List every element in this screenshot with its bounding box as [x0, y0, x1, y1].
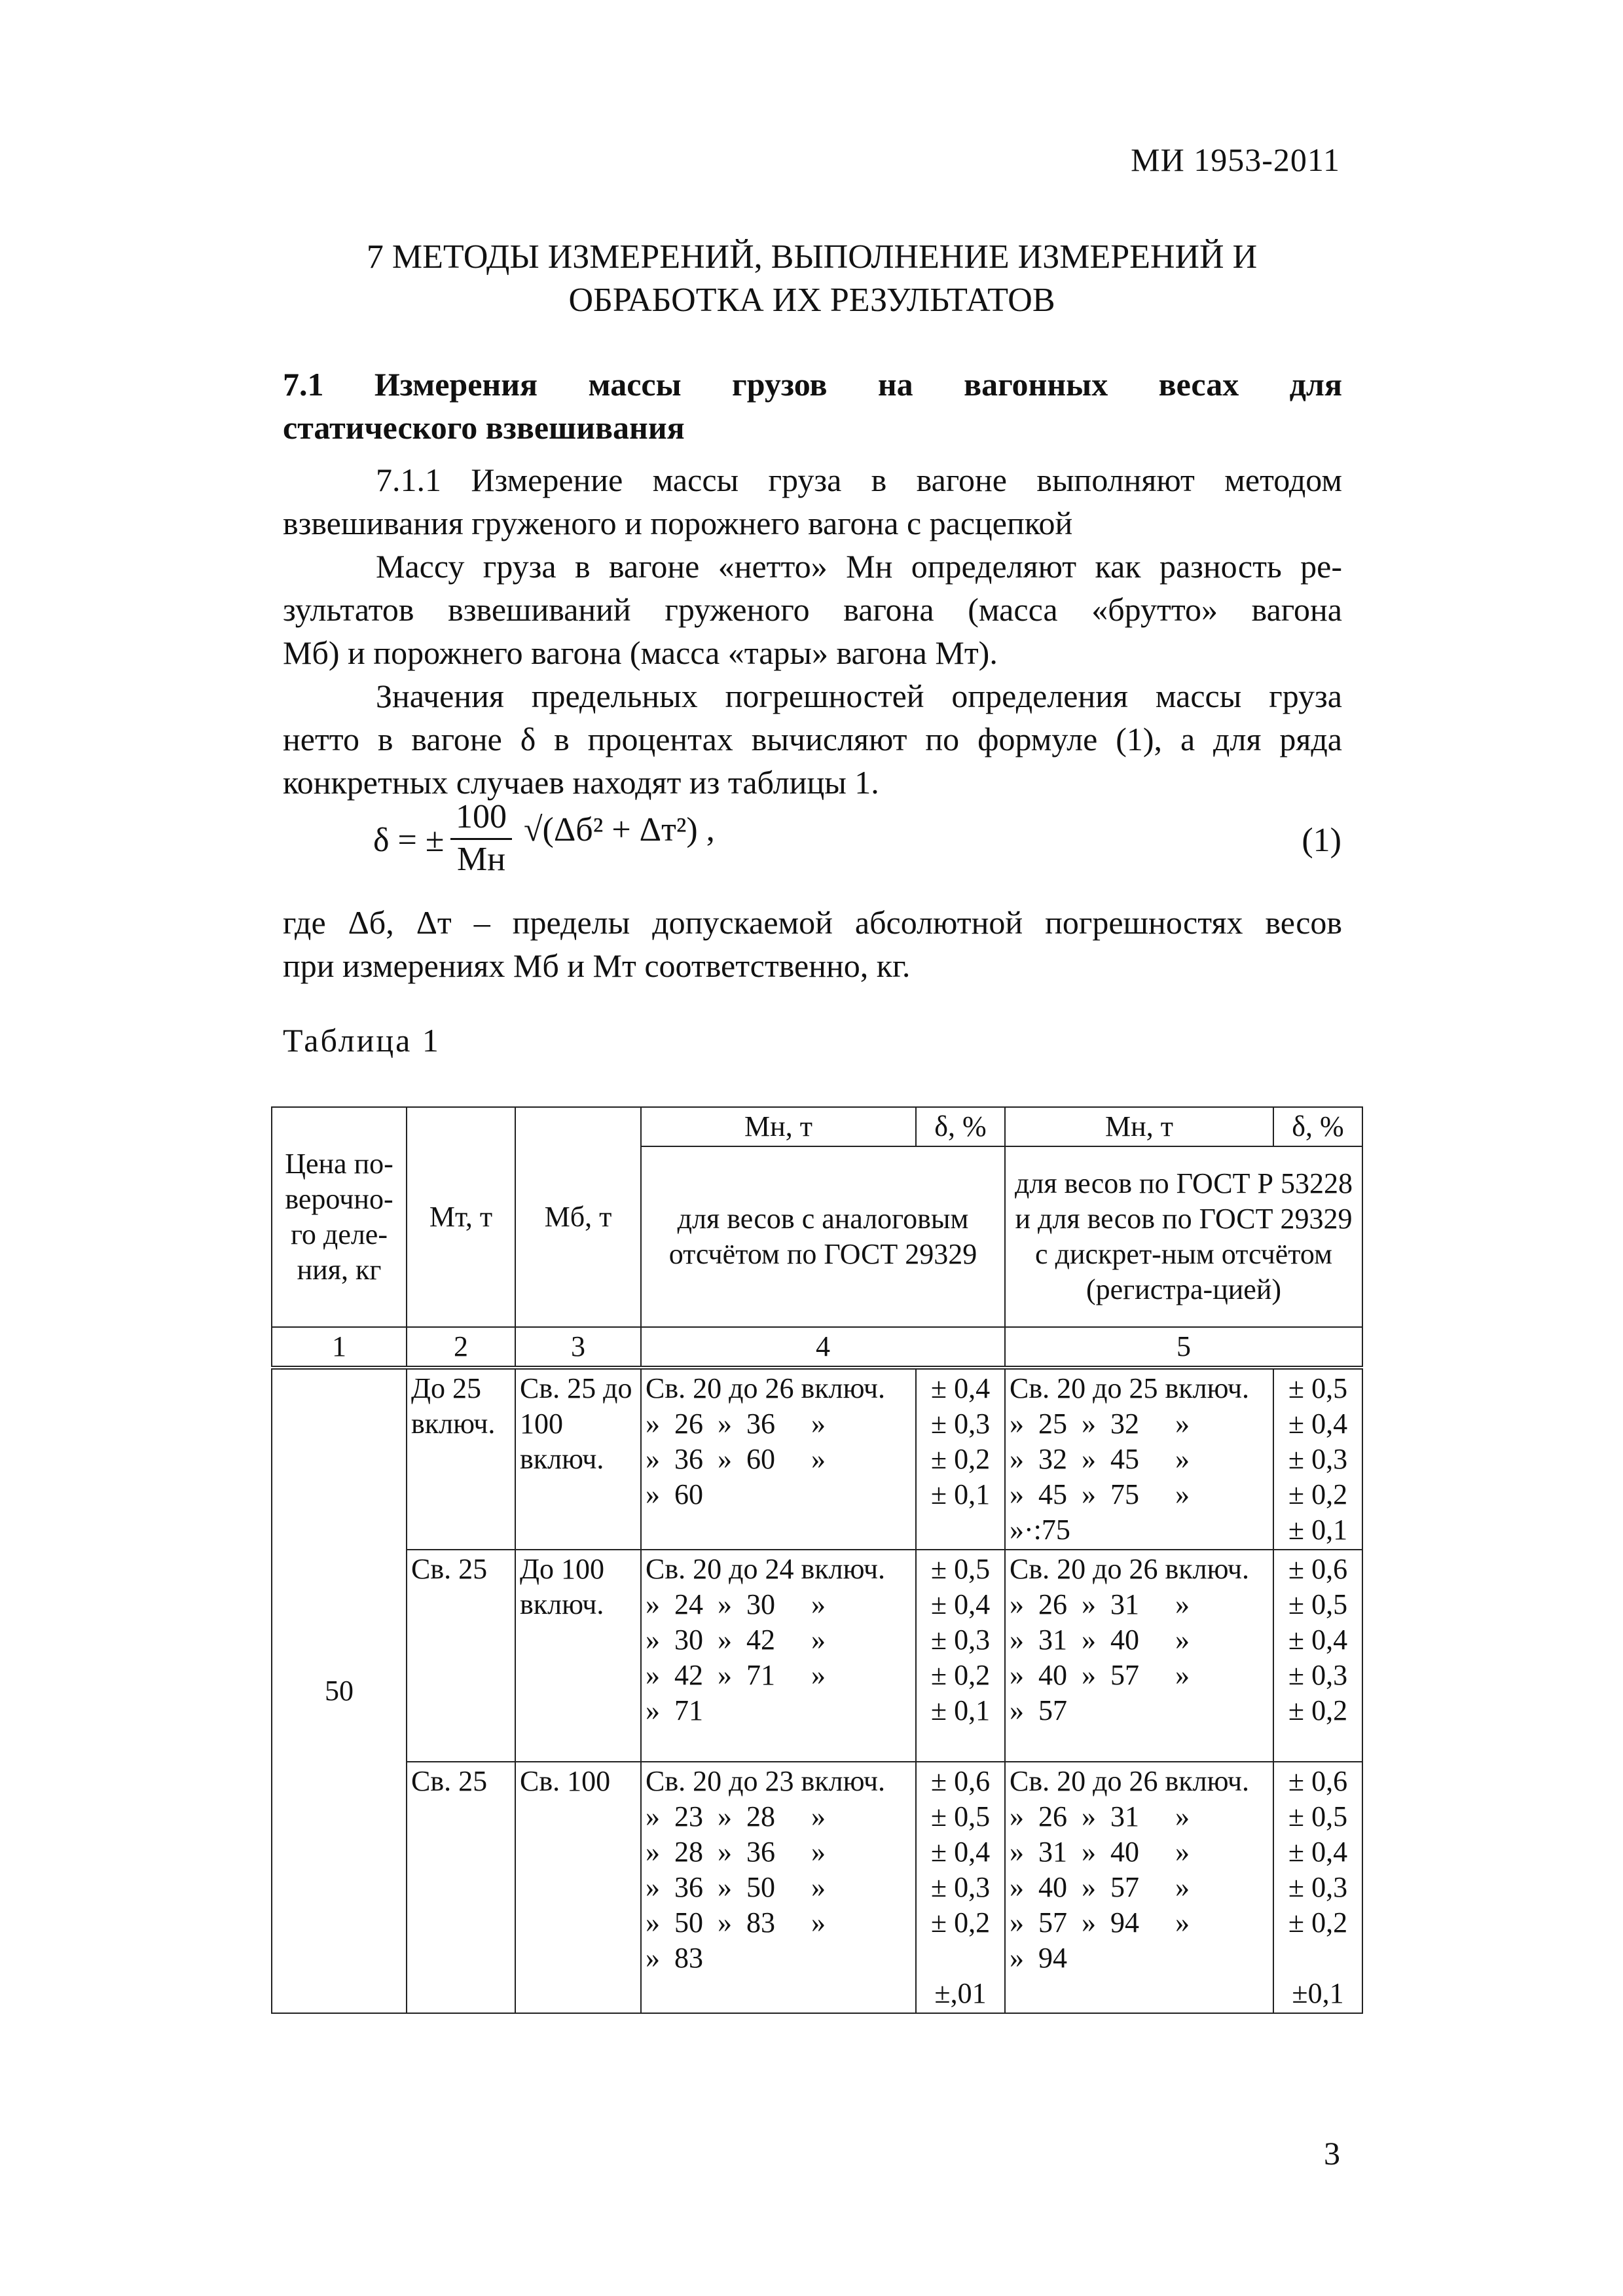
page-number: 3 [1324, 2135, 1340, 2172]
price-division-value: 50 [272, 1368, 407, 2013]
range-line: » 32 » 45 » [1010, 1443, 1190, 1475]
paragraph-line: взвешивания груженого и порожнего вагона с расцепкой [283, 505, 1073, 541]
delta-line: ± 0,3 [1288, 1659, 1348, 1691]
delta-line: ± 0,3 [930, 1624, 991, 1656]
mt-value: Св. 25 [407, 1550, 515, 1762]
paragraph-line: при измерениях Мб и Мт соответственно, кг. [283, 947, 911, 984]
range-line: Св. 20 до 24 включ. [646, 1553, 885, 1585]
paragraph-where [283, 901, 1342, 987]
range-line: » 94 [1010, 1942, 1067, 1974]
column-number: 2 [407, 1327, 515, 1368]
range-line: » 71 [646, 1694, 703, 1726]
digital-deltas [1273, 1368, 1362, 1550]
header-price-division: Цена по-верочно-го деле-ния, кг [272, 1107, 407, 1327]
table-row [272, 1762, 1362, 2013]
delta-line: ± 0,1 [930, 1694, 991, 1726]
delta-line: ± 0,5 [1288, 1588, 1348, 1620]
range-line: » 31 » 40 » [1010, 1836, 1190, 1868]
digital-deltas [1273, 1550, 1362, 1762]
delta-line: ± 0,2 [930, 1906, 991, 1939]
paragraph-line: Массу груза в вагоне «нетто» Мн определяют как разность ре- [376, 548, 1342, 585]
range-line: » 31 » 40 » [1010, 1624, 1190, 1656]
delta-line [921, 1941, 1000, 1976]
paragraph-line: 7.1.1 Измерение массы груза в вагоне выполняют методом [376, 462, 1342, 498]
digital-ranges [1005, 1762, 1273, 2013]
paragraph-line: зультатов взвешиваний груженого вагона (масса «брутто» вагона [283, 591, 1342, 628]
range-line: » 26 » 31 » [1010, 1800, 1190, 1832]
digital-deltas [1273, 1762, 1362, 2013]
paragraph-line: Значения предельных погрешностей определения массы груза [376, 678, 1342, 714]
range-line: » 30 » 42 » [646, 1624, 826, 1656]
column-number: 3 [515, 1327, 641, 1368]
range-line: »·:75 [1010, 1514, 1070, 1546]
mb-value: До 100 включ. [515, 1550, 641, 1762]
range-line: Св. 20 до 25 включ. [1010, 1372, 1249, 1404]
mb-value: Св. 25 до 100 включ. [515, 1368, 641, 1550]
delta-line: ± 0,1 [1288, 1514, 1348, 1546]
range-line: » 26 » 31 » [1010, 1588, 1190, 1620]
document-id: МИ 1953-2011 [1131, 141, 1340, 178]
table-caption: Таблица 1 [283, 1022, 441, 1059]
range-line: Св. 20 до 26 включ. [1010, 1765, 1249, 1797]
delta-line: ± 0,6 [1288, 1553, 1348, 1585]
delta-line: ± 0,5 [1288, 1372, 1348, 1404]
delta-line: ± 0,4 [930, 1836, 991, 1868]
analog-ranges [641, 1550, 916, 1762]
delta-line: ± 0,4 [930, 1372, 991, 1404]
range-line: » 28 » 36 » [646, 1836, 826, 1868]
delta-line: ± 0,2 [1288, 1694, 1348, 1726]
table-row [272, 1550, 1362, 1762]
delta-line: ±0,1 [1292, 1977, 1344, 2009]
delta-line: ± 0,3 [1288, 1443, 1348, 1475]
digital-ranges [1005, 1368, 1273, 1550]
delta-line: ± 0,2 [930, 1443, 991, 1475]
formula-numerator: 100 [456, 798, 507, 835]
range-line: » 36 » 50 » [646, 1871, 826, 1903]
header-delta-analog: δ, % [916, 1107, 1005, 1146]
delta-line: ± 0,4 [930, 1588, 991, 1620]
paragraph-line: где Δб, Δт – пределы допускаемой абсолютной погрешностях весов [283, 904, 1342, 941]
range-line: » 57 » 94 » [1010, 1906, 1190, 1939]
formula-number: (1) [1302, 822, 1341, 859]
mt-value: Св. 25 [407, 1762, 515, 2013]
header-mn-analog: Мн, т [641, 1107, 916, 1146]
range-line: » 50 » 83 » [646, 1906, 826, 1939]
range-line: » 25 » 32 » [1010, 1408, 1190, 1440]
formula-lhs: δ = ± [373, 822, 445, 859]
section-title-line-1: 7 МЕТОДЫ ИЗМЕРЕНИЙ, ВЫПОЛНЕНИЕ ИЗМЕРЕНИЙ И [366, 238, 1258, 276]
formula-radical: √(Δб² + Δт²) , [524, 811, 715, 848]
mt-value: До 25 включ. [407, 1368, 515, 1550]
subsection-heading-line-2: статического взвешивания [283, 409, 685, 446]
header-delta-digital: δ, % [1273, 1107, 1362, 1146]
range-line: » 45 » 75 » [1010, 1478, 1190, 1510]
formula-denominator: Мн [456, 841, 506, 878]
range-line: » 60 [646, 1478, 703, 1510]
header-mn-digital: Мн, т [1005, 1107, 1273, 1146]
range-line: Св. 20 до 26 включ. [646, 1372, 885, 1404]
delta-line: ± 0,2 [930, 1659, 991, 1691]
range-line: » 40 » 57 » [1010, 1659, 1190, 1691]
header-analog-scales: для весов с аналоговым отсчётом по ГОСТ 29329 [641, 1146, 1005, 1327]
range-line: » 83 [646, 1942, 703, 1974]
analog-deltas [916, 1550, 1005, 1762]
analog-ranges [641, 1368, 916, 1550]
header-digital-scales: для весов по ГОСТ Р 53228 и для весов по ГОСТ 29329 с дискрет-ным отсчётом (регистра-цией) [1005, 1146, 1362, 1327]
delta-line [1278, 1941, 1358, 1976]
analog-deltas [916, 1368, 1005, 1550]
delta-line: ± 0,5 [930, 1800, 991, 1832]
range-line: Св. 20 до 23 включ. [646, 1765, 885, 1797]
table-header-row [272, 1107, 1362, 1146]
subsection-heading-line-1: 7.1 Измерения массы грузов на вагонных весах для [283, 366, 1342, 403]
accuracy-table [271, 1106, 1363, 2014]
range-line: » 26 » 36 » [646, 1408, 826, 1440]
header-mb: Мб, т [515, 1107, 641, 1327]
delta-line: ± 0,3 [930, 1871, 991, 1903]
formula-fraction [450, 797, 512, 879]
range-line: » 24 » 30 » [646, 1588, 826, 1620]
delta-line: ± 0,6 [1288, 1765, 1348, 1797]
delta-line: ± 0,4 [1288, 1408, 1348, 1440]
paragraph-line: конкретных случаев находят из таблицы 1. [283, 764, 879, 801]
header-mt: Мт, т [407, 1107, 515, 1327]
table-row [272, 1368, 1362, 1550]
range-line: Св. 20 до 26 включ. [1010, 1553, 1249, 1585]
delta-line: ±,01 [934, 1977, 987, 2009]
delta-line: ± 0,2 [1288, 1478, 1348, 1510]
paragraph-error-values [283, 674, 1342, 804]
range-line: » 57 [1010, 1694, 1067, 1726]
analog-deltas [916, 1762, 1005, 2013]
delta-line: ± 0,4 [1288, 1836, 1348, 1868]
range-line: » 36 » 60 » [646, 1443, 826, 1475]
column-number-row [272, 1327, 1362, 1368]
delta-line: ± 0,5 [930, 1553, 991, 1585]
mb-value: Св. 100 [515, 1762, 641, 2013]
delta-line: ± 0,2 [1288, 1906, 1348, 1939]
digital-ranges [1005, 1550, 1273, 1762]
column-number: 1 [272, 1327, 407, 1368]
paragraph-line: Мб) и порожнего вагона (масса «тары» вагона Мт). [283, 634, 998, 671]
range-line: » 23 » 28 » [646, 1800, 826, 1832]
delta-line: ± 0,3 [930, 1408, 991, 1440]
subsection-heading [283, 363, 1342, 449]
delta-line: ± 0,3 [1288, 1871, 1348, 1903]
section-title [282, 236, 1342, 322]
range-line: » 40 » 57 » [1010, 1871, 1190, 1903]
range-line: » 42 » 71 » [646, 1659, 826, 1691]
paragraph-7-1-1 [283, 458, 1342, 545]
section-title-line-2: ОБРАБОТКА ИХ РЕЗУЛЬТАТОВ [568, 282, 1055, 319]
column-number: 5 [1005, 1327, 1362, 1368]
delta-line: ± 0,4 [1288, 1624, 1348, 1656]
delta-line: ± 0,6 [930, 1765, 991, 1797]
formula-1 [373, 797, 962, 883]
analog-ranges [641, 1762, 916, 2013]
delta-line: ± 0,1 [930, 1478, 991, 1510]
delta-line: ± 0,5 [1288, 1800, 1348, 1832]
column-number: 4 [641, 1327, 1005, 1368]
paragraph-netto [283, 545, 1342, 674]
paragraph-line: нетто в вагоне δ в процентах вычисляют по формуле (1), а для ряда [283, 721, 1342, 757]
